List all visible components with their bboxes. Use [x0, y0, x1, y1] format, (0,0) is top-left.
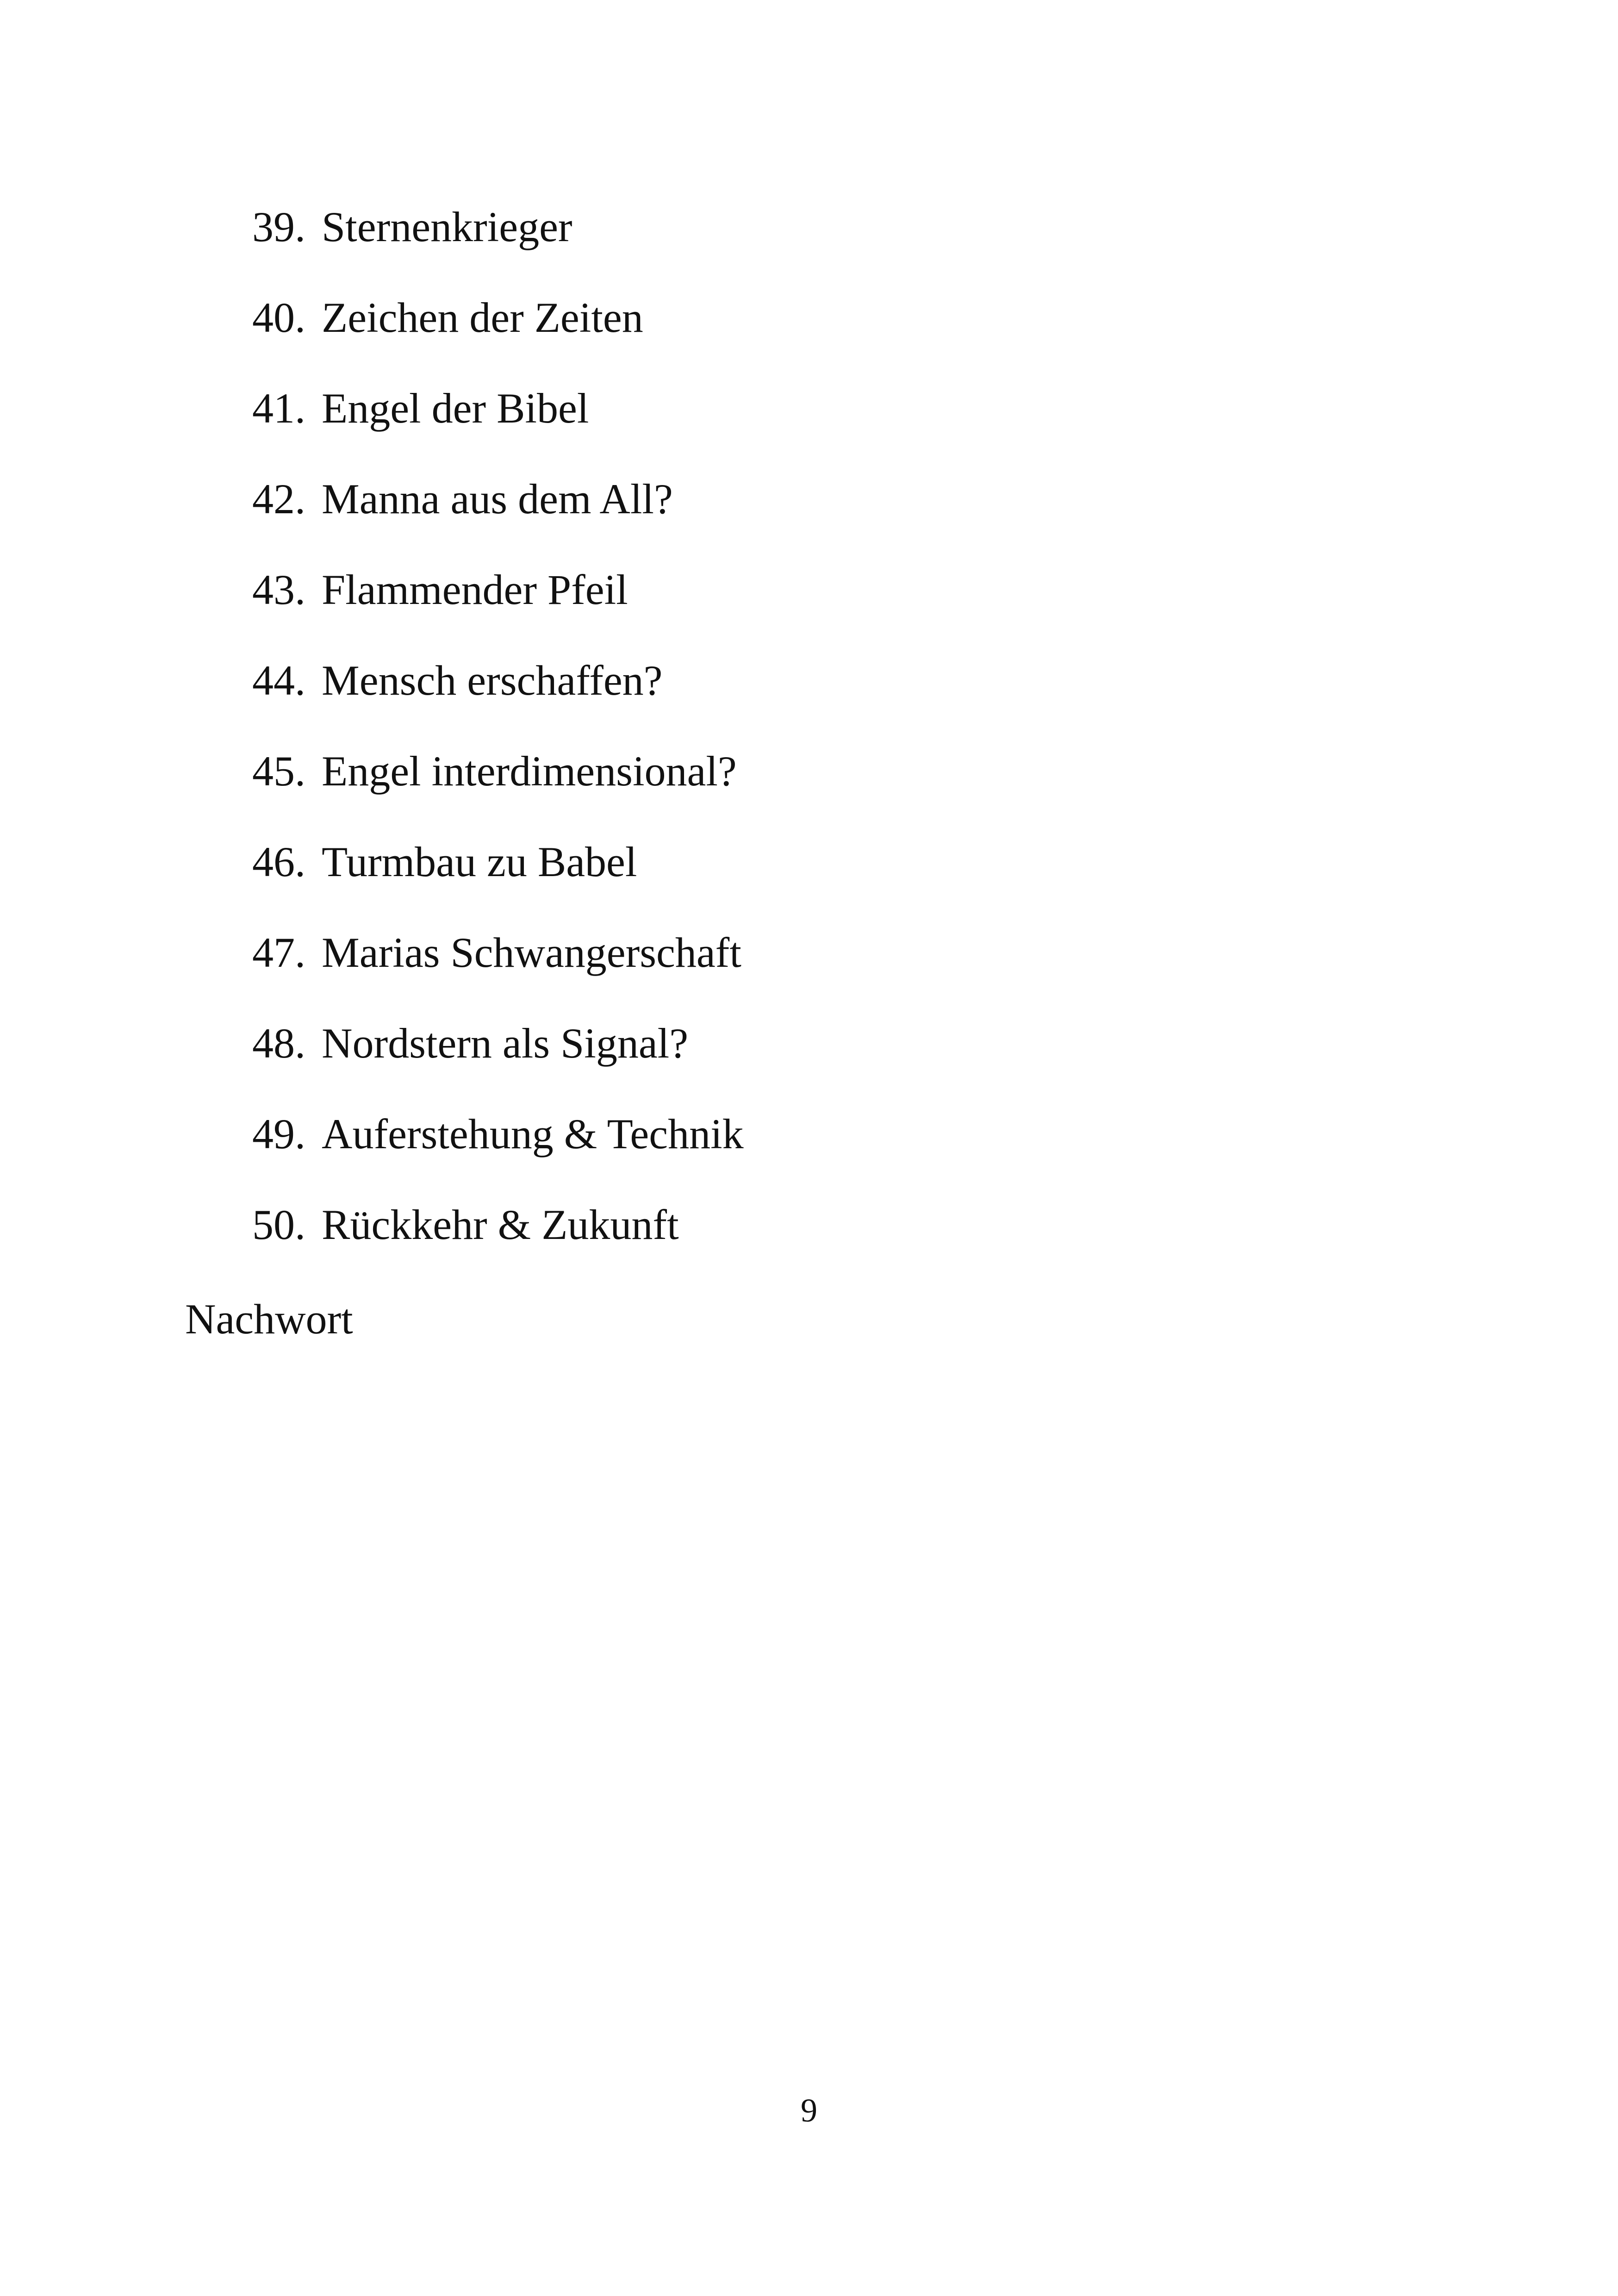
- toc-entry: [252, 1106, 744, 1162]
- toc-entry-title: Engel der Bibel: [322, 385, 589, 432]
- toc-entry: [252, 834, 637, 890]
- toc-entry-title: Zeichen der Zeiten: [322, 294, 643, 341]
- toc-entry: [252, 743, 737, 799]
- toc-entry: [252, 199, 573, 255]
- toc-entry-number: 41.: [252, 385, 305, 432]
- toc-entry-number: 48.: [252, 1020, 305, 1067]
- toc-entry: [252, 562, 628, 617]
- toc-entry-number: 45.: [252, 747, 305, 795]
- toc-entry: [252, 471, 673, 527]
- toc-entry-number: 47.: [252, 929, 305, 976]
- toc-entry-title: Manna aus dem All?: [322, 475, 673, 523]
- toc-entry: [252, 1015, 688, 1071]
- toc-entry-number: 50.: [252, 1201, 305, 1248]
- toc-entry: [252, 925, 741, 980]
- toc-entry-number: 39.: [252, 203, 305, 250]
- toc-entry: [252, 380, 589, 436]
- toc-entry-title: Auferstehung & Technik: [322, 1110, 744, 1157]
- toc-entry-number: 46.: [252, 838, 305, 885]
- toc-entry-number: 44.: [252, 657, 305, 704]
- toc-entry-title: Mensch erschaffen?: [322, 657, 663, 704]
- toc-afterword: Nachwort: [185, 1295, 353, 1343]
- toc-entry-number: 42.: [252, 475, 305, 523]
- toc-entry-title: Rückkehr & Zukunft: [322, 1201, 679, 1248]
- toc-entry-title: Sternenkrieger: [322, 203, 573, 250]
- toc-entry-title: Marias Schwangerschaft: [322, 929, 741, 976]
- toc-entry: [252, 653, 663, 708]
- toc-entry-title: Flammender Pfeil: [322, 566, 628, 613]
- toc-entry-number: 43.: [252, 566, 305, 613]
- toc-entry-number: 49.: [252, 1110, 305, 1157]
- toc-entry-title: Engel interdimensional?: [322, 747, 737, 795]
- page-number: 9: [801, 2092, 817, 2129]
- toc-entry-number: 40.: [252, 294, 305, 341]
- toc-entry: [252, 1197, 679, 1252]
- toc-entry-title: Turmbau zu Babel: [322, 838, 637, 885]
- toc-entry: [252, 290, 643, 345]
- toc-entry-title: Nordstern als Signal?: [322, 1020, 689, 1067]
